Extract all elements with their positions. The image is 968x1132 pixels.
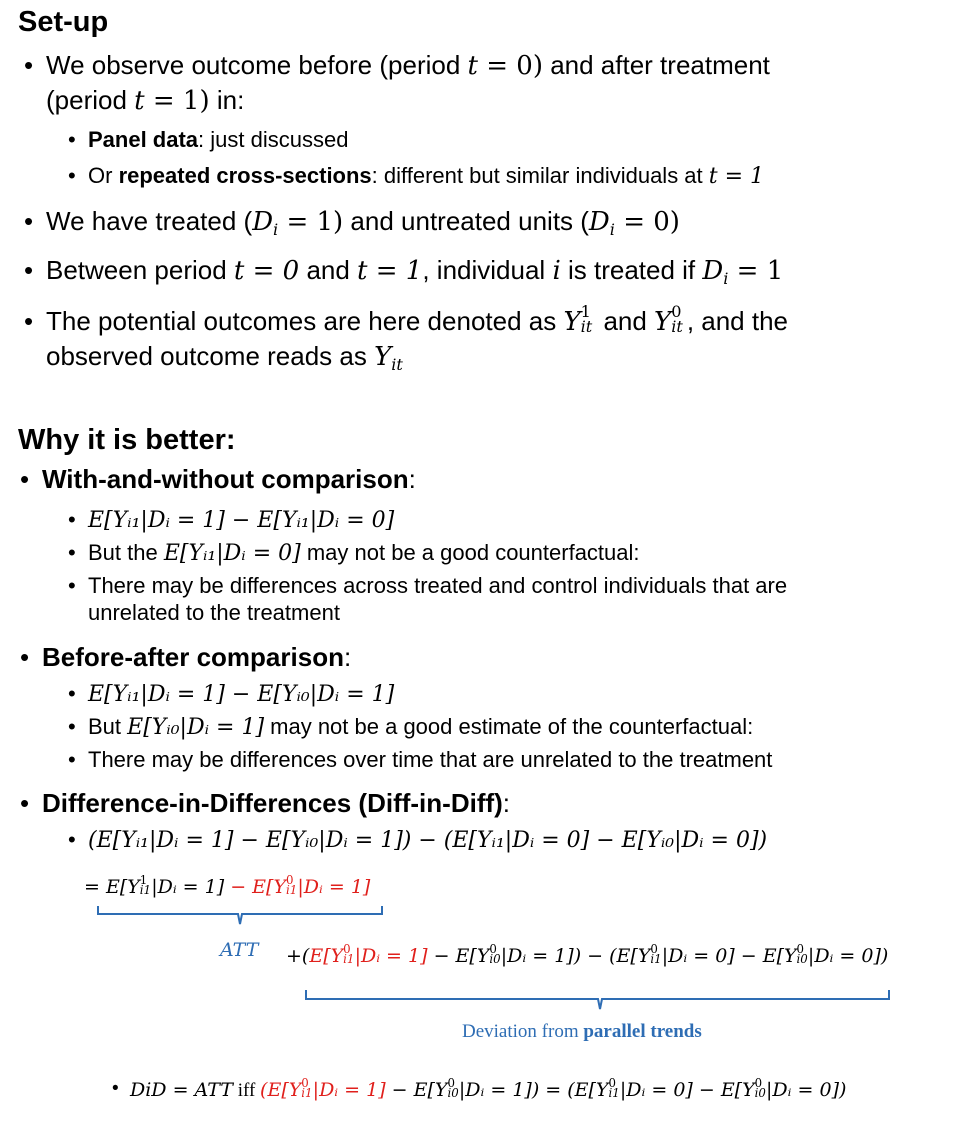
setup-sub-panel: • Panel data: just discussed <box>68 127 349 152</box>
setup-bullet-observe-cont: (period t = 1) in: <box>46 85 245 116</box>
before-after-differences: • There may be differences over time that are unrelated to the treatment <box>68 747 773 772</box>
att-counterfactual-term: − E[Y 0 i1 |Dᵢ = 1] <box>224 872 371 898</box>
deviation-brace <box>306 990 889 1009</box>
final-counterfactual-term: E[Y 0 i1 |Dᵢ = 1] <box>267 1075 386 1101</box>
with-without-heading: • With-and-without comparison: <box>20 464 416 494</box>
with-without-formula: • E[Yᵢ₁|Dᵢ = 1] − E[Yᵢ₁|Dᵢ = 0] <box>68 507 395 533</box>
setup-bullet-treated: • We have treated $(D_i = 1)$ and untreated units $(D_i = 0)$ <box>24 206 680 239</box>
did-formula: • (E[Yᵢ₁|Dᵢ = 1] − E[Yᵢ₀|Dᵢ = 1]) − (E[Yᵢ₁|Dᵢ = 0] − E[Yᵢ₀|Dᵢ = 0]) <box>68 827 768 853</box>
setup-bullet-potential-cont: observed outcome reads as $Y_{it}$ <box>46 341 403 374</box>
deviation-counterfactual-term: E[Y 0 i1 |Dᵢ = 1] <box>309 941 428 967</box>
setup-bullet-observe: • We observe outcome before (period t = 0) and after treatment <box>24 50 770 81</box>
did-equals-att-condition: • DiD = ATT iff (E[Y 0 i1 |Dᵢ = 1] − E[Y 0 i0 |Dᵢ = 1]) = (E[Y 0 i1 |Dᵢ = 0] − E[Y 0 i0 |Dᵢ = 0]) <box>112 1075 847 1101</box>
setup-bullet-potential: • The potential outcomes are here denoted as Y 1 it and Y 0 it , and the <box>24 302 789 337</box>
with-without-differences-cont: unrelated to the treatment <box>88 600 340 625</box>
did-decomposition-att: = E[Y 1 i1 |Dᵢ = 1] − E[Y 0 i1 |Dᵢ = 1] <box>84 872 371 898</box>
with-without-differences: • There may be differences across treated and control individuals that are <box>68 573 788 598</box>
deviation-label: Deviation from parallel trends <box>462 1021 702 1042</box>
before-after-estimate: • But E[Yᵢ₀|Dᵢ = 1] may not be a good estimate of the counterfactual: <box>68 714 754 740</box>
better-heading: Why it is better: <box>18 424 236 456</box>
setup-bullet-between: • Between period t = 0 and t = 1, individual i is treated if $D_i = 1$ <box>24 255 784 288</box>
setup-sub-cross-sections: • Or repeated cross-sections: different but similar individuals at t = 1 <box>68 163 765 189</box>
before-after-heading: • Before-after comparison: <box>20 642 352 672</box>
before-after-formula: • E[Yᵢ₁|Dᵢ = 1] − E[Yᵢ₀|Dᵢ = 1] <box>68 681 395 707</box>
setup-heading: Set-up <box>18 6 109 38</box>
att-brace <box>98 906 382 924</box>
with-without-counterfactual: • But the E[Yᵢ₁|Dᵢ = 0] may not be a good counterfactual: <box>68 540 640 566</box>
did-decomposition-deviation: +(E[Y 0 i1 |Dᵢ = 1] − E[Y 0 i0 |Dᵢ = 1]) − (E[Y 0 i1 |Dᵢ = 0] − E[Y 0 i0 |Dᵢ = 0]) <box>286 941 889 967</box>
did-heading: • Difference-in-Differences (Diff-in-Diff): <box>20 788 511 818</box>
att-label: ATT <box>220 939 259 961</box>
